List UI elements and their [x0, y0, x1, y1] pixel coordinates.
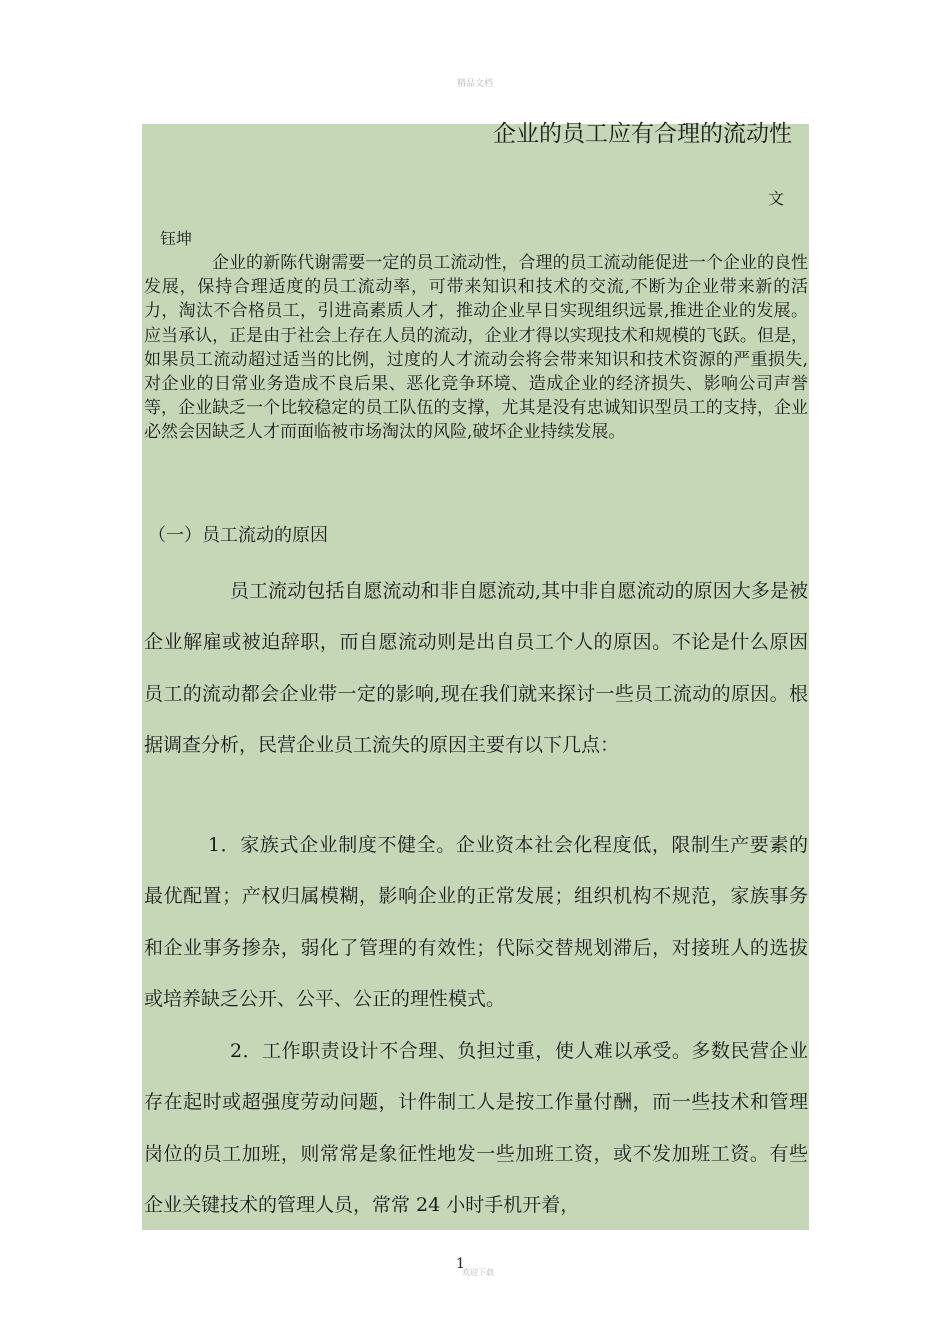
intro-paragraph: 企业的新陈代谢需要一定的员工流动性，合理的员工流动能促进一个企业的良性发展，保持合理适度的员工流动率，可带来知识和技术的交流,不断为企业带来新的活力，淘汰不合格员工，引进高素质人才，推动企业早日实现组织远景,推进企业的发展。应当承认，正是由于社会上存在人员的流动，企业才得以实现技术和规模的飞跃。但是，如果员工流动超过适当的比例，过度的人才流动会将会带来知识和技术资源的严重损失,对企业的日常业务造成不良后果、恶化竞争环境、造成企业的经济损失、影响公司声誉等，企业缺乏一个比较稳定的员工队伍的支撑，尤其是没有忠诚知识型员工的支持，企业必然会因缺乏人才而面临被市场淘汰的风险,破坏企业持续发展。 — [144, 253, 808, 443]
page-number: 1 — [456, 1256, 465, 1272]
document-title: 企业的员工应有合理的流动性 — [493, 121, 792, 147]
author-name: 钰坤 — [160, 229, 193, 248]
body-paragraph: 员工流动包括自愿流动和非自愿流动,其中非自愿流动的原因大多是被企业解雇或被迫辞职，而自愿流动则是出自员工个人的原因。不论是什么原因员工的流动都会企业带一定的影响,现在我们就来探讨一些员工流动的原因。根据调查分析，民营企业员工流失的原因主要有以下几点： — [144, 580, 808, 756]
section-heading: （一）员工流动的原因 — [148, 525, 328, 546]
author-prefix: 文 — [768, 189, 785, 208]
body-paragraph: 2．工作职责设计不合理、负担过重，使人难以承受。多数民营企业存在起时或超强度劳动问题，计件制工人是按工作量付酬，而一些技术和管理岗位的员工加班，则常常是象征性地发一些加班工资，或不发加班工资。有些企业关键技术的管理人员，常常 24 小时手机开着， — [144, 1040, 808, 1216]
body-paragraph: 1．家族式企业制度不健全。企业资本社会化程度低，限制生产要素的最优配置；产权归属模糊，影响企业的正常发展；组织机构不规范，家族事务和企业事务掺杂，弱化了管理的有效性；代际交替规划滞后，对接班人的选拔或培养缺乏公开、公平、公正的理性模式。 — [144, 834, 808, 1010]
header-watermark: 精品文档 — [456, 79, 493, 89]
footer-watermark: 欢迎下载 — [462, 1268, 494, 1277]
